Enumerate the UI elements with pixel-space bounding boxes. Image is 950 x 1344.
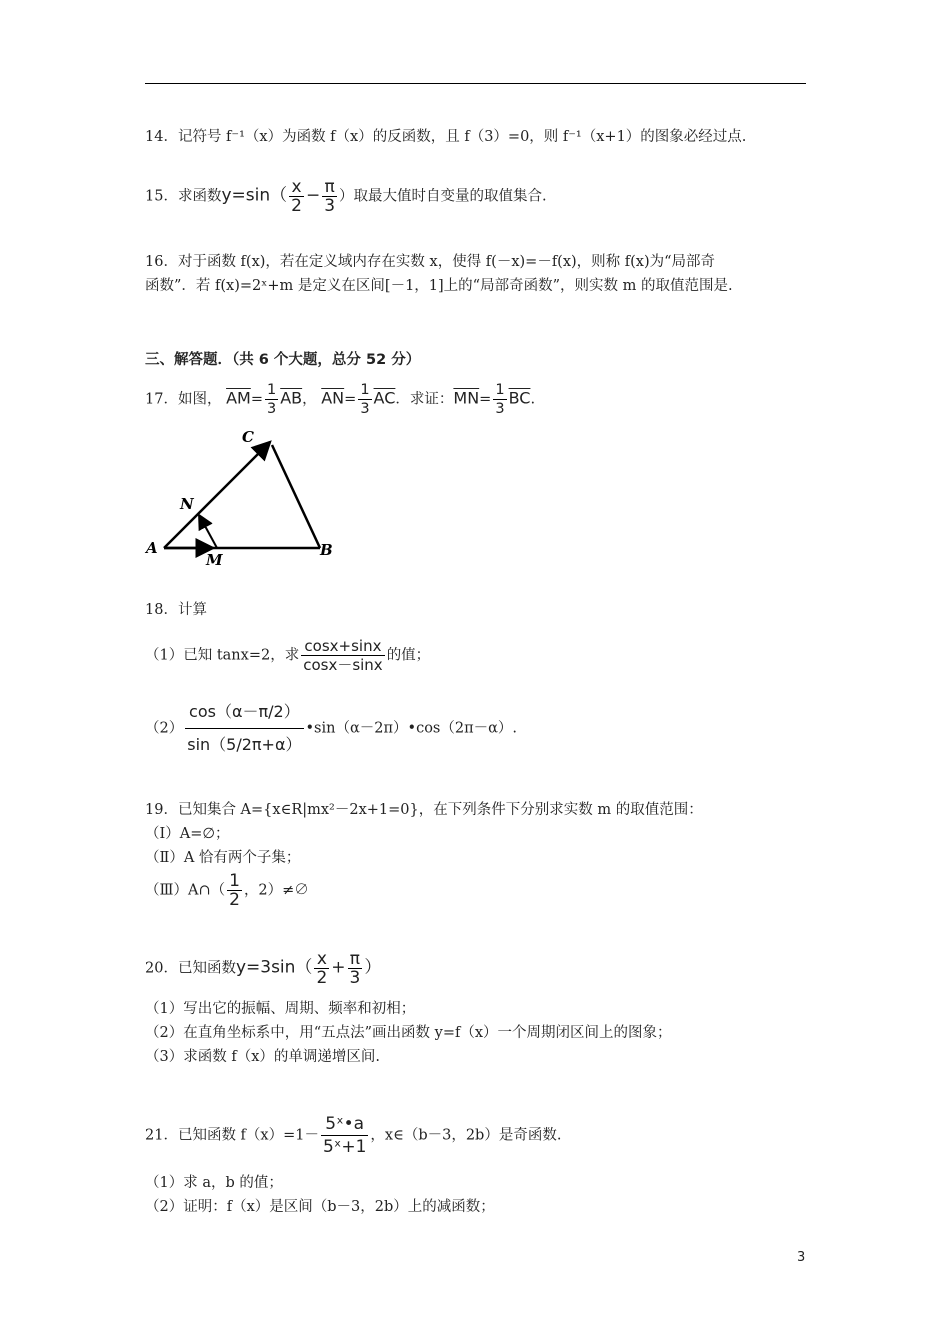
q18-p1-suffix: 的值；: [386, 647, 431, 664]
question-14: 14．记符号 f⁻¹（x）为函数 f（x）的反函数，且 f（3）=0，则 f⁻¹（x+1）的图象必经过点.: [145, 129, 747, 145]
header-rule: [145, 83, 806, 84]
vector-mn-arrow: [199, 515, 217, 548]
vector-an: $\overline{AN}$: [321, 388, 345, 408]
question-21-line-2: （1）求 a，b 的值；: [145, 1175, 283, 1191]
question-21: [145, 1113, 561, 1158]
q17-prove: ．求证：: [395, 391, 454, 408]
question-19-line-3: （Ⅱ）A 恰有两个子集；: [145, 850, 301, 866]
q15-suffix: ）取最大值时自变量的取值集合.: [339, 188, 547, 205]
q21-fraction: $\frac{\text{5ˣ•a}}{\text{5ˣ+1}}$: [322, 1114, 367, 1157]
q15-fraction-1: $\frac{x}{2}$: [291, 177, 302, 216]
question-21-line-3: （2）证明：f（x）是区间（b－3，2b）上的减函数；: [145, 1199, 495, 1215]
question-19-line-4: [145, 872, 309, 909]
question-18-title: 18．计算: [145, 602, 207, 618]
q17-equals-1: =: [250, 391, 263, 408]
question-16-line-2: 函数”．若 f(x)=2ˣ+m 是定义在区间[－1，1]上的“局部奇函数”，则实数 m 的取值范围是.: [145, 278, 733, 294]
vector-bc: $\overline{BC}$: [508, 388, 531, 408]
q19-l4-suffix: ，2）≠∅: [243, 882, 309, 899]
q17-equals-3: =: [479, 391, 492, 408]
q20-prefix: 20．已知函数: [145, 960, 236, 977]
vector-mn: $\overline{MN}$: [453, 388, 480, 408]
question-18-part-2: [145, 700, 517, 757]
question-20-line-4: （3）求函数 f（x）的单调递增区间.: [145, 1049, 380, 1065]
triangle-figure: [140, 425, 350, 575]
q18-p2-prefix: （2）: [145, 720, 184, 737]
q15-function: y=sin: [221, 185, 271, 206]
question-19-line-2: （Ⅰ）A=∅；: [145, 826, 230, 842]
q19-fraction: $\frac{1}{2}$: [229, 871, 240, 910]
label-m: M: [206, 551, 223, 569]
vector-ac: $\overline{AC}$: [373, 388, 396, 408]
q17-fraction-2: $\frac{1}{3}$: [360, 382, 370, 417]
q19-l4-prefix: （Ⅲ）A∩（: [145, 882, 226, 899]
q17-prefix: 17．如图，: [145, 391, 222, 408]
label-n: N: [180, 495, 194, 513]
question-16-line-1: 16．对于函数 f(x)，若在定义域内存在实数 x，使得 f(－x)=－f(x)，则称 f(x)为“局部奇: [145, 254, 716, 270]
label-b: B: [320, 541, 333, 559]
label-c: C: [242, 428, 254, 446]
section-heading: 三、解答题．（共 6 个大题，总分 52 分）: [145, 352, 421, 368]
label-a: A: [146, 539, 158, 557]
q20-fraction-2: $\frac{\pi}{3}$: [349, 949, 361, 988]
vector-ab: $\overline{AB}$: [280, 388, 303, 408]
q17-comma: ，: [302, 391, 317, 408]
page-number: 3: [797, 1250, 806, 1265]
q20-close-paren: ）: [364, 957, 382, 978]
question-17: [145, 381, 535, 418]
q18-p2-suffix: •sin（α－2π）•cos（2π－α）.: [305, 720, 518, 737]
side-bc: [272, 445, 320, 548]
q17-fraction-3: $\frac{1}{3}$: [495, 382, 505, 417]
question-19-line-1: 19．已知集合 A={x∈R|mx²－2x+1=0}，在下列条件下分别求实数 m 的取值范围：: [145, 802, 703, 818]
q18-p1-fraction: $\frac{\cos x+\sin x}{\cos x-\sin x}$: [303, 637, 383, 674]
question-18-part-1: [145, 637, 430, 674]
q17-period: .: [530, 391, 536, 408]
question-20-line-3: （2）在直角坐标系中，用“五点法”画出函数 y=f（x）一个周期闭区间上的图象；: [145, 1025, 672, 1041]
q20-plus: +: [331, 957, 346, 978]
q18-p1-prefix: （1）已知 tanx=2，求: [145, 647, 300, 664]
q15-prefix: 15．求函数: [145, 188, 222, 205]
q15-minus: −: [305, 185, 321, 206]
q17-fraction-1: $\frac{1}{3}$: [266, 382, 277, 417]
question-20-line-2: （1）写出它的振幅、周期、频率和初相；: [145, 1001, 416, 1017]
q15-fraction-2: $\frac{\pi}{3}$: [324, 177, 336, 216]
question-15: 15．求函数y=sin（ $\frac{x}{2}$ − $\frac{\pi}{3}$ ）取最大值时自变量的取值集合.: [145, 177, 547, 216]
q21-suffix: ，x∈（b－3，2b）是奇函数.: [370, 1127, 562, 1144]
q18-p2-fraction: $\frac{\cos(\alpha-\pi/2)}{\sin(5/2\pi+\alpha)}$: [187, 702, 302, 754]
q20-fraction-1: $\frac{x}{2}$: [316, 949, 328, 988]
q21-prefix: 21．已知函数 f（x）=1－: [145, 1127, 319, 1144]
vector-am: $\overline{AM}$: [226, 388, 251, 408]
q17-equals-2: =: [344, 391, 357, 408]
question-20: [145, 950, 381, 987]
q20-function: y=3sin（: [235, 957, 313, 978]
